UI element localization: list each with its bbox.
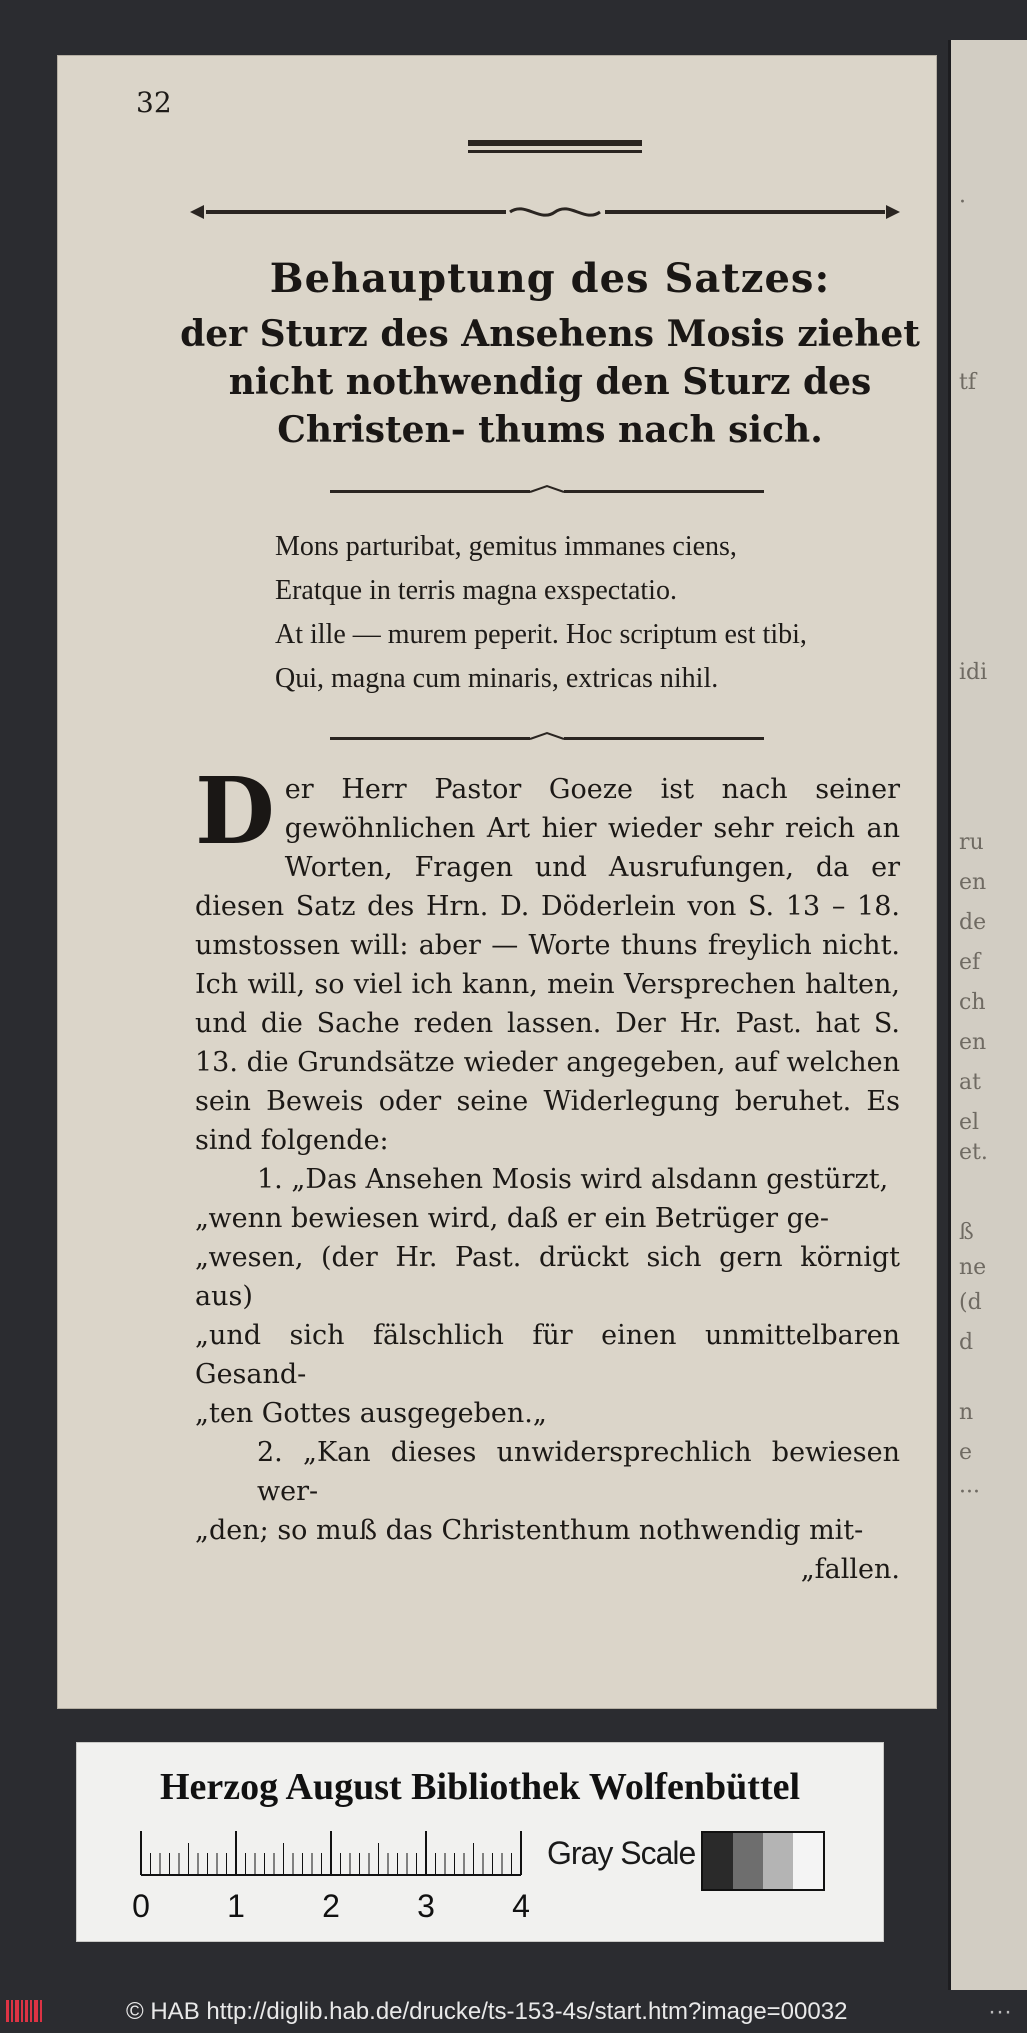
viewer-footer (0, 1990, 1024, 2033)
more-dots[interactable]: ··· (988, 1998, 1012, 2025)
neighbor-text-fragment: el (959, 1110, 980, 1135)
heading-subtitle: der Sturz des Ansehens Mosis ziehet nicht nothwendig den Sturz des Christen- thums nach sich. (180, 313, 920, 451)
list-item-2-line: „den; so muß das Christenthum nothwendig mit- (195, 1515, 864, 1546)
drop-capital: D (195, 757, 275, 865)
scale-number: 1 (227, 1888, 245, 1924)
gray-swatch (763, 1833, 793, 1889)
list-item-2-last: „fallen. (800, 1554, 900, 1585)
neighbor-text-fragment: ef (959, 950, 981, 975)
scale-number: 2 (322, 1888, 340, 1924)
neighbor-text-fragment: ch (959, 990, 986, 1015)
motto-line: Qui, magna cum minaris, extricas nihil. (275, 663, 719, 694)
motto-divider (330, 731, 764, 745)
neighbor-text-fragment: e (959, 1440, 973, 1465)
gray-swatch (793, 1833, 823, 1889)
page-number: 32 (136, 86, 172, 119)
paragraph-text: er Herr Pastor Goeze ist nach seiner gewöhnlichen Art hier wieder sehr reich an Worten, Fragen und Ausrufungen, da er diesen Satz des Hrn. D. Döderlein von S. 13 – 18. umstossen will: aber — Worte thuns freylich nicht. Ich will, so viel ich kann, mein Versprechen halten, und die Sache reden lassen. Der Hr. Past. hat S. 13. die Grundsätze wieder angegeben, auf welchen sein Beweis oder seine Widerlegung beruhet. Es sind folgende: (195, 774, 900, 1156)
copyright-url[interactable]: © HAB http://diglib.hab.de/drucke/ts-153-4s/start.htm?image=00032 (126, 1998, 848, 2025)
library-name: Herzog August Bibliothek Wolfenbüttel (159, 1766, 801, 1808)
motto-line: Mons parturibat, gemitus immanes ciens, (275, 531, 737, 562)
list-item-1-lead: 1. „Das Ansehen Mosis wird alsdann gestürzt, (257, 1164, 889, 1195)
list-item-1-line: „und sich fälschlich für einen unmittelbaren Gesand- (195, 1320, 900, 1390)
neighbor-text-fragment: tf (959, 370, 976, 395)
motto-line: At ille — murem peperit. Hoc scriptum est tibi, (275, 619, 807, 650)
ornamental-rule (190, 205, 900, 219)
scale-number: 4 (512, 1888, 530, 1924)
list-item-1-line: „ten Gottes ausgegeben.„ (195, 1398, 547, 1429)
neighbor-text-fragment: et. (959, 1140, 988, 1165)
list-item-1-line: „wenn bewiesen wird, daß er ein Betrüger ge- (195, 1203, 830, 1234)
motto-line: Eratque in terris magna exspectatio. (275, 575, 677, 606)
list-item-2-lead: 2. „Kan dieses unwidersprechlich bewiesen wer- (257, 1437, 900, 1507)
scale-number: 0 (132, 1888, 150, 1924)
gray-scale-swatches (701, 1831, 825, 1891)
neighbor-text-fragment: ne (959, 1255, 987, 1280)
heading-divider (330, 484, 764, 498)
latin-motto (275, 525, 915, 701)
body-text (195, 757, 900, 1589)
neighbor-text-fragment: ru (959, 830, 984, 855)
gray-swatch (703, 1833, 733, 1889)
neighbor-text-fragment: n (959, 1400, 974, 1425)
chapter-heading (180, 255, 920, 454)
neighbor-text-fragment: d (959, 1330, 974, 1355)
library-color-card (76, 1742, 884, 1942)
neighbor-text-fragment: ß (959, 1220, 974, 1245)
header-ornament-bar (468, 138, 642, 158)
list-item-1-line: „wesen, (der Hr. Past. drückt sich gern körnigt aus) (195, 1242, 900, 1312)
heading-title: Behauptung des Satzes: (269, 255, 831, 302)
neighbor-page (948, 40, 1027, 1990)
scale-number: 3 (417, 1888, 435, 1924)
neighbor-text-fragment: ··· (959, 1480, 980, 1505)
first-paragraph (195, 757, 900, 1160)
centimeter-scale (132, 1827, 611, 1927)
neighbor-text-fragment: · (959, 190, 966, 215)
neighbor-text-fragment: (d (959, 1290, 982, 1315)
neighbor-text-fragment: idi (959, 660, 988, 685)
neighbor-text-fragment: en (959, 1030, 987, 1055)
gray-swatch (733, 1833, 763, 1889)
barcode-logo-icon (6, 2000, 46, 2022)
neighbor-text-fragment: at (959, 1070, 981, 1095)
gray-scale-label: Gray Scale (547, 1835, 696, 1871)
neighbor-text-fragment: de (959, 910, 987, 935)
neighbor-text-fragment: en (959, 870, 987, 895)
